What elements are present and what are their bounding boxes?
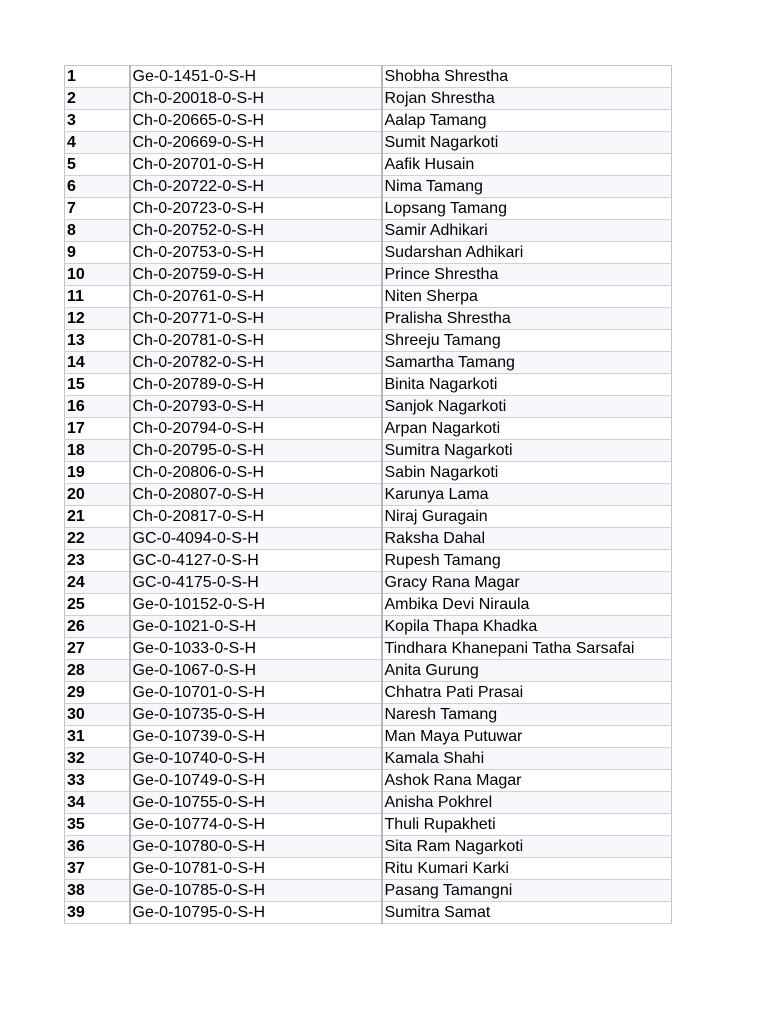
table-row bbox=[65, 308, 672, 330]
name-cell: Rupesh Tamang bbox=[382, 550, 672, 572]
code-cell: Ch-0-20723-0-S-H bbox=[130, 198, 382, 220]
table-row bbox=[65, 440, 672, 462]
row-number-cell: 32 bbox=[65, 748, 130, 770]
row-number-cell: 23 bbox=[65, 550, 130, 572]
name-cell: Sumitra Nagarkoti bbox=[382, 440, 672, 462]
table-row bbox=[65, 484, 672, 506]
name-cell: Samartha Tamang bbox=[382, 352, 672, 374]
row-number-cell: 11 bbox=[65, 286, 130, 308]
name-cell: Sanjok Nagarkoti bbox=[382, 396, 672, 418]
table-row bbox=[65, 154, 672, 176]
name-cell: Arpan Nagarkoti bbox=[382, 418, 672, 440]
row-number-cell: 7 bbox=[65, 198, 130, 220]
code-cell: Ge-0-10755-0-S-H bbox=[130, 792, 382, 814]
table-row bbox=[65, 572, 672, 594]
row-number-cell: 31 bbox=[65, 726, 130, 748]
name-cell: Man Maya Putuwar bbox=[382, 726, 672, 748]
code-cell: Ch-0-20806-0-S-H bbox=[130, 462, 382, 484]
row-number-cell: 33 bbox=[65, 770, 130, 792]
row-number-cell: 17 bbox=[65, 418, 130, 440]
row-number-cell: 2 bbox=[65, 88, 130, 110]
row-number-cell: 36 bbox=[65, 836, 130, 858]
code-cell: Ch-0-20771-0-S-H bbox=[130, 308, 382, 330]
row-number-cell: 5 bbox=[65, 154, 130, 176]
name-cell: Sumitra Samat bbox=[382, 902, 672, 924]
code-cell: Ge-0-10701-0-S-H bbox=[130, 682, 382, 704]
name-cell: Ritu Kumari Karki bbox=[382, 858, 672, 880]
code-cell: Ch-0-20753-0-S-H bbox=[130, 242, 382, 264]
row-number-cell: 8 bbox=[65, 220, 130, 242]
row-number-cell: 29 bbox=[65, 682, 130, 704]
code-cell: Ch-0-20761-0-S-H bbox=[130, 286, 382, 308]
table-row bbox=[65, 66, 672, 88]
row-number-cell: 14 bbox=[65, 352, 130, 374]
table-row bbox=[65, 418, 672, 440]
table-row bbox=[65, 374, 672, 396]
name-cell: Ashok Rana Magar bbox=[382, 770, 672, 792]
table-row bbox=[65, 220, 672, 242]
code-cell: Ch-0-20759-0-S-H bbox=[130, 264, 382, 286]
code-cell: Ch-0-20807-0-S-H bbox=[130, 484, 382, 506]
table-row bbox=[65, 682, 672, 704]
table-row bbox=[65, 132, 672, 154]
table-row bbox=[65, 858, 672, 880]
code-cell: GC-0-4094-0-S-H bbox=[130, 528, 382, 550]
row-number-cell: 18 bbox=[65, 440, 130, 462]
name-cell: Niten Sherpa bbox=[382, 286, 672, 308]
row-number-cell: 39 bbox=[65, 902, 130, 924]
table-row bbox=[65, 704, 672, 726]
row-number-cell: 37 bbox=[65, 858, 130, 880]
row-number-cell: 25 bbox=[65, 594, 130, 616]
name-cell: Kopila Thapa Khadka bbox=[382, 616, 672, 638]
name-cell: Shobha Shrestha bbox=[382, 66, 672, 88]
code-cell: Ge-0-10152-0-S-H bbox=[130, 594, 382, 616]
code-cell: Ch-0-20665-0-S-H bbox=[130, 110, 382, 132]
name-cell: Aalap Tamang bbox=[382, 110, 672, 132]
code-cell: Ge-0-10780-0-S-H bbox=[130, 836, 382, 858]
row-number-cell: 10 bbox=[65, 264, 130, 286]
row-number-cell: 34 bbox=[65, 792, 130, 814]
row-number-cell: 3 bbox=[65, 110, 130, 132]
table-row bbox=[65, 902, 672, 924]
row-number-cell: 9 bbox=[65, 242, 130, 264]
table-row bbox=[65, 550, 672, 572]
code-cell: Ge-0-1033-0-S-H bbox=[130, 638, 382, 660]
table-row bbox=[65, 770, 672, 792]
row-number-cell: 19 bbox=[65, 462, 130, 484]
name-cell: Thuli Rupakheti bbox=[382, 814, 672, 836]
code-cell: Ge-0-1021-0-S-H bbox=[130, 616, 382, 638]
code-cell: Ch-0-20752-0-S-H bbox=[130, 220, 382, 242]
row-number-cell: 12 bbox=[65, 308, 130, 330]
code-cell: Ch-0-20669-0-S-H bbox=[130, 132, 382, 154]
document-sheet bbox=[64, 65, 671, 924]
table-body bbox=[65, 66, 672, 924]
table-row bbox=[65, 352, 672, 374]
row-number-cell: 15 bbox=[65, 374, 130, 396]
table-row bbox=[65, 616, 672, 638]
table-row bbox=[65, 638, 672, 660]
name-cell: Raksha Dahal bbox=[382, 528, 672, 550]
table-row bbox=[65, 528, 672, 550]
code-cell: Ch-0-20018-0-S-H bbox=[130, 88, 382, 110]
row-number-cell: 35 bbox=[65, 814, 130, 836]
table-row bbox=[65, 792, 672, 814]
table-row bbox=[65, 880, 672, 902]
table-row bbox=[65, 330, 672, 352]
name-cell: Nima Tamang bbox=[382, 176, 672, 198]
name-cell: Anisha Pokhrel bbox=[382, 792, 672, 814]
name-cell: Kamala Shahi bbox=[382, 748, 672, 770]
row-number-cell: 30 bbox=[65, 704, 130, 726]
row-number-cell: 27 bbox=[65, 638, 130, 660]
name-cell: Rojan Shrestha bbox=[382, 88, 672, 110]
row-number-cell: 4 bbox=[65, 132, 130, 154]
table-row bbox=[65, 814, 672, 836]
table-row bbox=[65, 506, 672, 528]
code-cell: Ch-0-20817-0-S-H bbox=[130, 506, 382, 528]
name-cell: Pasang Tamangni bbox=[382, 880, 672, 902]
name-cell: Prince Shrestha bbox=[382, 264, 672, 286]
name-cell: Shreeju Tamang bbox=[382, 330, 672, 352]
row-number-cell: 26 bbox=[65, 616, 130, 638]
table-row bbox=[65, 836, 672, 858]
code-cell: Ge-0-10774-0-S-H bbox=[130, 814, 382, 836]
name-cell: Gracy Rana Magar bbox=[382, 572, 672, 594]
table-row bbox=[65, 660, 672, 682]
table-row bbox=[65, 462, 672, 484]
table-row bbox=[65, 286, 672, 308]
row-number-cell: 24 bbox=[65, 572, 130, 594]
table-row bbox=[65, 198, 672, 220]
name-cell: Aafik Husain bbox=[382, 154, 672, 176]
name-cell: Sabin Nagarkoti bbox=[382, 462, 672, 484]
code-cell: Ge-0-10739-0-S-H bbox=[130, 726, 382, 748]
data-table bbox=[64, 65, 672, 924]
code-cell: Ch-0-20794-0-S-H bbox=[130, 418, 382, 440]
table-row bbox=[65, 396, 672, 418]
code-cell: Ch-0-20722-0-S-H bbox=[130, 176, 382, 198]
table-row bbox=[65, 748, 672, 770]
code-cell: Ge-0-10785-0-S-H bbox=[130, 880, 382, 902]
code-cell: GC-0-4127-0-S-H bbox=[130, 550, 382, 572]
name-cell: Chhatra Pati Prasai bbox=[382, 682, 672, 704]
name-cell: Lopsang Tamang bbox=[382, 198, 672, 220]
code-cell: Ge-0-10735-0-S-H bbox=[130, 704, 382, 726]
name-cell: Naresh Tamang bbox=[382, 704, 672, 726]
name-cell: Anita Gurung bbox=[382, 660, 672, 682]
code-cell: Ge-0-10749-0-S-H bbox=[130, 770, 382, 792]
row-number-cell: 6 bbox=[65, 176, 130, 198]
name-cell: Tindhara Khanepani Tatha Sarsafai bbox=[382, 638, 672, 660]
code-cell: Ge-0-1067-0-S-H bbox=[130, 660, 382, 682]
name-cell: Pralisha Shrestha bbox=[382, 308, 672, 330]
name-cell: Karunya Lama bbox=[382, 484, 672, 506]
name-cell: Niraj Guragain bbox=[382, 506, 672, 528]
row-number-cell: 20 bbox=[65, 484, 130, 506]
name-cell: Samir Adhikari bbox=[382, 220, 672, 242]
code-cell: GC-0-4175-0-S-H bbox=[130, 572, 382, 594]
table-row bbox=[65, 242, 672, 264]
row-number-cell: 38 bbox=[65, 880, 130, 902]
table-row bbox=[65, 176, 672, 198]
name-cell: Sita Ram Nagarkoti bbox=[382, 836, 672, 858]
code-cell: Ge-0-10781-0-S-H bbox=[130, 858, 382, 880]
table-row bbox=[65, 594, 672, 616]
row-number-cell: 1 bbox=[65, 66, 130, 88]
code-cell: Ch-0-20795-0-S-H bbox=[130, 440, 382, 462]
table-row bbox=[65, 110, 672, 132]
code-cell: Ge-0-1451-0-S-H bbox=[130, 66, 382, 88]
table-row bbox=[65, 88, 672, 110]
row-number-cell: 28 bbox=[65, 660, 130, 682]
row-number-cell: 16 bbox=[65, 396, 130, 418]
code-cell: Ch-0-20782-0-S-H bbox=[130, 352, 382, 374]
row-number-cell: 21 bbox=[65, 506, 130, 528]
name-cell: Ambika Devi Niraula bbox=[382, 594, 672, 616]
name-cell: Sudarshan Adhikari bbox=[382, 242, 672, 264]
name-cell: Sumit Nagarkoti bbox=[382, 132, 672, 154]
code-cell: Ch-0-20781-0-S-H bbox=[130, 330, 382, 352]
name-cell: Binita Nagarkoti bbox=[382, 374, 672, 396]
table-row bbox=[65, 264, 672, 286]
table-row bbox=[65, 726, 672, 748]
row-number-cell: 22 bbox=[65, 528, 130, 550]
row-number-cell: 13 bbox=[65, 330, 130, 352]
code-cell: Ch-0-20789-0-S-H bbox=[130, 374, 382, 396]
code-cell: Ge-0-10795-0-S-H bbox=[130, 902, 382, 924]
code-cell: Ge-0-10740-0-S-H bbox=[130, 748, 382, 770]
code-cell: Ch-0-20793-0-S-H bbox=[130, 396, 382, 418]
code-cell: Ch-0-20701-0-S-H bbox=[130, 154, 382, 176]
